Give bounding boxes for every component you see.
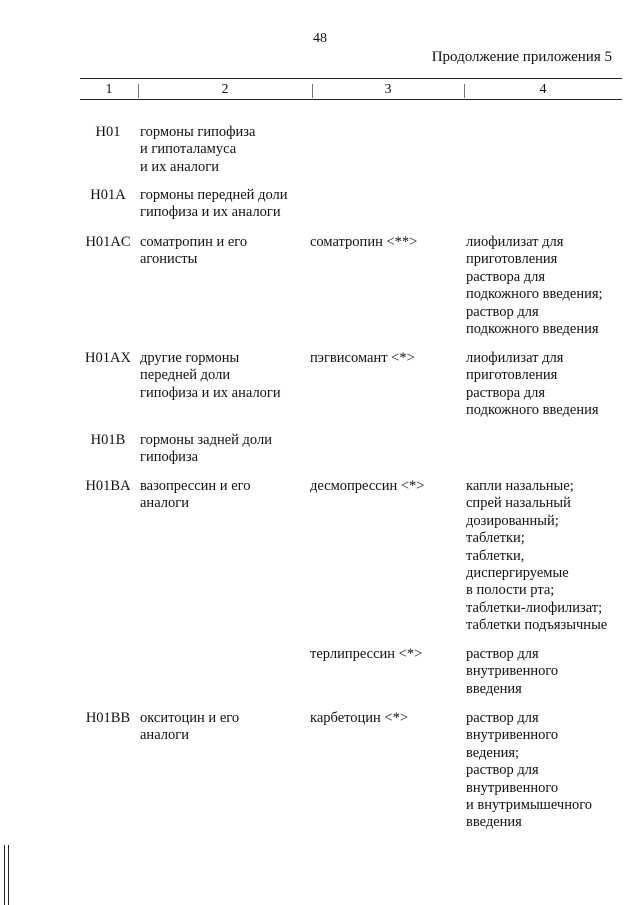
atc-code: H01BB <box>85 710 131 726</box>
atc-code: H01BA <box>85 478 131 494</box>
atc-code: H01A <box>90 187 126 203</box>
group-name: окситоцин и его аналоги <box>140 710 240 744</box>
dosage-form: раствор для внутривенного ведения; раствор для внутривенного и внутримышечного введения <box>466 710 593 831</box>
atc-code: H01AX <box>85 350 131 366</box>
dosage-form: лиофилизат для приготовления раствора для подкожного введения <box>466 350 599 419</box>
page-number: 48 <box>313 31 327 46</box>
drug-name: терлипрессин <*> <box>310 646 423 662</box>
group-name: вазопрессин и его аналоги <box>140 478 251 512</box>
drug-name: десмопрессин <*> <box>310 478 425 494</box>
scan-margin-mark <box>4 845 9 905</box>
drug-name: соматропин <**> <box>310 234 418 250</box>
column-header-4: 4 <box>539 82 547 97</box>
atc-code: H01 <box>95 124 121 140</box>
dosage-form: лиофилизат для приготовления раствора для подкожного введения; раствор для подкожного введения <box>466 234 603 338</box>
group-name: гормоны гипофиза и гипоталамуса и их аналоги <box>140 124 256 175</box>
group-name: гормоны передней доли гипофиза и их аналоги <box>140 187 288 221</box>
drug-name: пэгвисомант <*> <box>310 350 415 366</box>
table-header <box>80 78 622 100</box>
column-header-2: 2 <box>221 82 229 97</box>
dosage-form: раствор для внутривенного введения <box>466 646 559 697</box>
drug-name: карбетоцин <*> <box>310 710 409 726</box>
column-header-1: 1 <box>105 82 113 97</box>
dosage-form: капли назальные; спрей назальный дозированный; таблетки; таблетки, диспергируемые в полости рта; таблетки-лиофилизат; таблетки подъязычные <box>466 478 608 634</box>
atc-code: H01B <box>90 432 126 448</box>
continuation-label: Продолжение приложения 5 <box>431 49 612 65</box>
column-header-3: 3 <box>384 82 392 97</box>
group-name: соматропин и его агонисты <box>140 234 248 268</box>
group-name: гормоны задней доли гипофиза <box>140 432 272 466</box>
group-name: другие гормоны передней доли гипофиза и их аналоги <box>140 350 281 401</box>
atc-code: H01AC <box>85 234 131 250</box>
